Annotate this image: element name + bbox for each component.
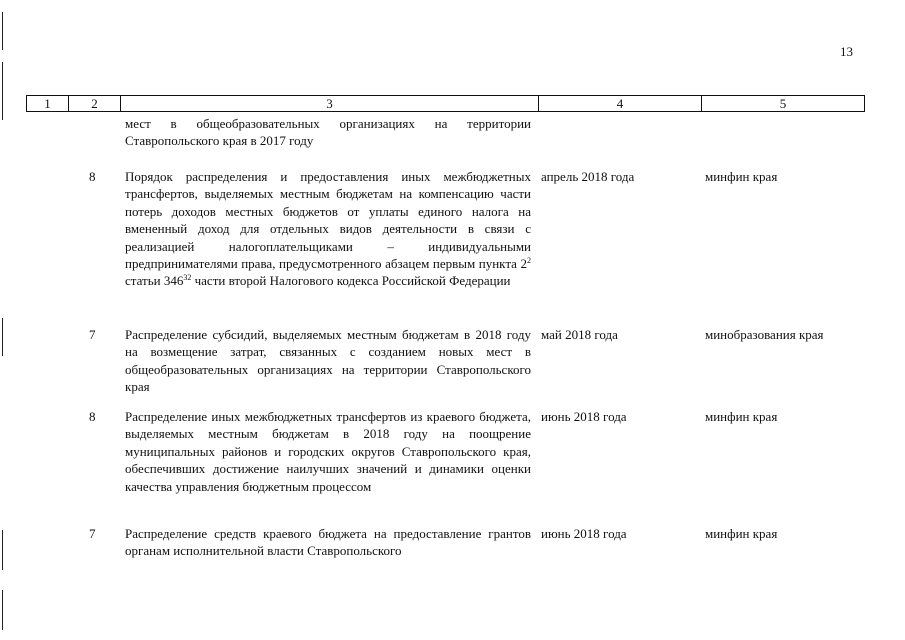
header-col-4: 4: [539, 96, 702, 111]
row-description: Распределение иных межбюджетных трансфертов из краевого бюджета, выделяемых местным бюджетам в 2018 году на поощрение муниципальных районов и городских округов Ставропольского края, обеспечивших достижение наилучших значений и динамики оценки качества управления бюджетным процессом: [125, 409, 531, 494]
header-col-1: 1: [27, 96, 69, 111]
row-date: июнь 2018 года: [541, 526, 627, 541]
row-number: 7: [89, 526, 96, 541]
row-description: Распределение средств краевого бюджета на предоставление грантов органам исполнительной власти Ставропольского: [125, 526, 531, 559]
scan-mark: [2, 12, 3, 50]
table-header: [26, 95, 865, 112]
row-number: 7: [89, 327, 96, 342]
row-date: июнь 2018 года: [541, 409, 627, 424]
row-date: май 2018 года: [541, 327, 618, 342]
row-responsible: минфин края: [705, 169, 778, 184]
row-description: Распределение субсидий, выделяемых местным бюджетам в 2018 году на возмещение затрат, связанных с созданием новых мест в общеобразовательных организациях на территории Ставропольского края: [125, 327, 531, 395]
row-number: 8: [89, 409, 96, 424]
scan-mark: [2, 62, 3, 120]
row-description: мест в общеобразовательных организациях на территории Ставропольского края в 2017 году: [125, 116, 531, 149]
row-date: апрель 2018 года: [541, 169, 635, 184]
header-col-3: 3: [121, 96, 539, 111]
row-responsible: минфин края: [705, 409, 778, 424]
scan-mark: [2, 530, 3, 570]
scan-mark: [2, 590, 3, 630]
header-col-2: 2: [69, 96, 121, 111]
row-description: Порядок распределения и предоставления иных межбюджетных трансфертов, выделяемых местным бюджетам на компенсацию части потерь доходов местных бюджетов от уплаты единого налога на вмененный доход для отдельных видов деятельности в связи с реализацией налогоплательщиками – индивидуальными предпринимателями права, предусмотренного абзацем первым пункта $2^2$ статьи $346^{32}$ части второй Налогового кодекса Российской Федерации: [125, 169, 531, 289]
scan-mark: [2, 318, 3, 356]
row-responsible: минфин края: [705, 526, 778, 541]
header-col-5: 5: [779, 96, 787, 111]
row-number: 8: [89, 169, 96, 184]
page-number: 13: [840, 44, 853, 59]
row-responsible: минобразования края: [705, 327, 824, 342]
